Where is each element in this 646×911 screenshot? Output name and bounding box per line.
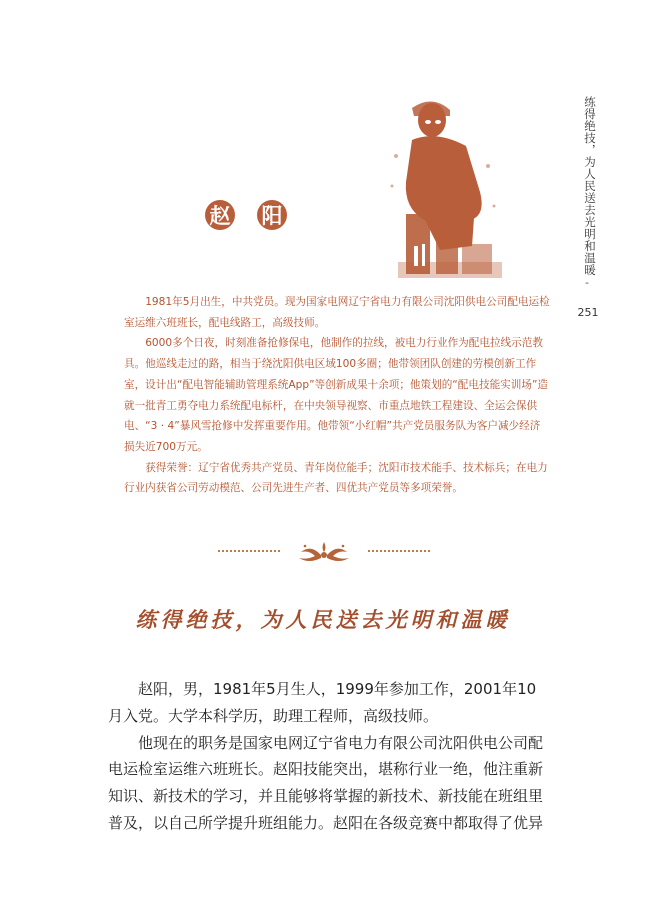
dotted-rule <box>218 550 280 552</box>
worker-portrait-icon <box>384 96 502 280</box>
summary-paragraph: 获得荣誉：辽宁省优秀共产党员、青年岗位能手；沈阳市技术能手、技术标兵；在电力行业内获省公司劳动模范、公司先进生产者、四优共产党员等多项荣誉。 <box>124 461 548 495</box>
person-name-char: 赵 <box>205 200 235 230</box>
dotted-rule <box>368 550 430 552</box>
article-body <box>108 676 550 837</box>
summary-paragraph: 1981年5月出生，中共党员。现为国家电网辽宁省电力有限公司沈阳供电公司配电运检室运维六班班长，配电线路工，高级技师。 <box>124 296 550 329</box>
profile-summary <box>124 292 550 499</box>
running-title-dash: - <box>585 276 589 289</box>
section-divider <box>218 538 430 564</box>
person-name-char: 阳 <box>257 200 287 230</box>
floral-ornament-icon <box>293 538 355 564</box>
page-number: 251 <box>577 306 599 319</box>
body-paragraph: 赵阳，男，1981年5月生人，1999年参加工作，2001年10月入党。大学本科学历，助理工程师，高级技师。 <box>108 680 537 725</box>
body-paragraph: 他现在的职务是国家电网辽宁省电力有限公司沈阳供电公司配电运检室运维六班班长。赵阳技能突出，堪称行业一绝，他注重新知识、新技术的学习，并且能够将掌握的新技术、新技能在班组里普及，以自己所学提升班组能力。赵阳在各级竞赛中都取得了优异 <box>108 733 544 832</box>
summary-paragraph: 6000多个日夜，时刻准备抢修保电，他制作的拉线，被电力行业作为配电拉线示范教具。他巡线走过的路，相当于绕沈阳供电区域100多圈；他带领团队创建的劳模创新工作室，设计出“配电智能辅助管理系统App”等创新成果十余项；他策划的“配电技能实训场”造就一批青工勇夺电力系统配电标杆，在中央领导视察、市重点地铁工程建设、全运会保供电、“3 · 4”暴风雪抢修中发挥重要作用。他带领“小红帽”共产党员服务队为客户减少经济损失近700万元。 <box>124 337 549 453</box>
article-title: 练得绝技，为人民送去光明和温暖 <box>135 607 511 632</box>
running-title-vertical: 练得绝技，为人民送去光明和温暖 <box>583 96 597 276</box>
